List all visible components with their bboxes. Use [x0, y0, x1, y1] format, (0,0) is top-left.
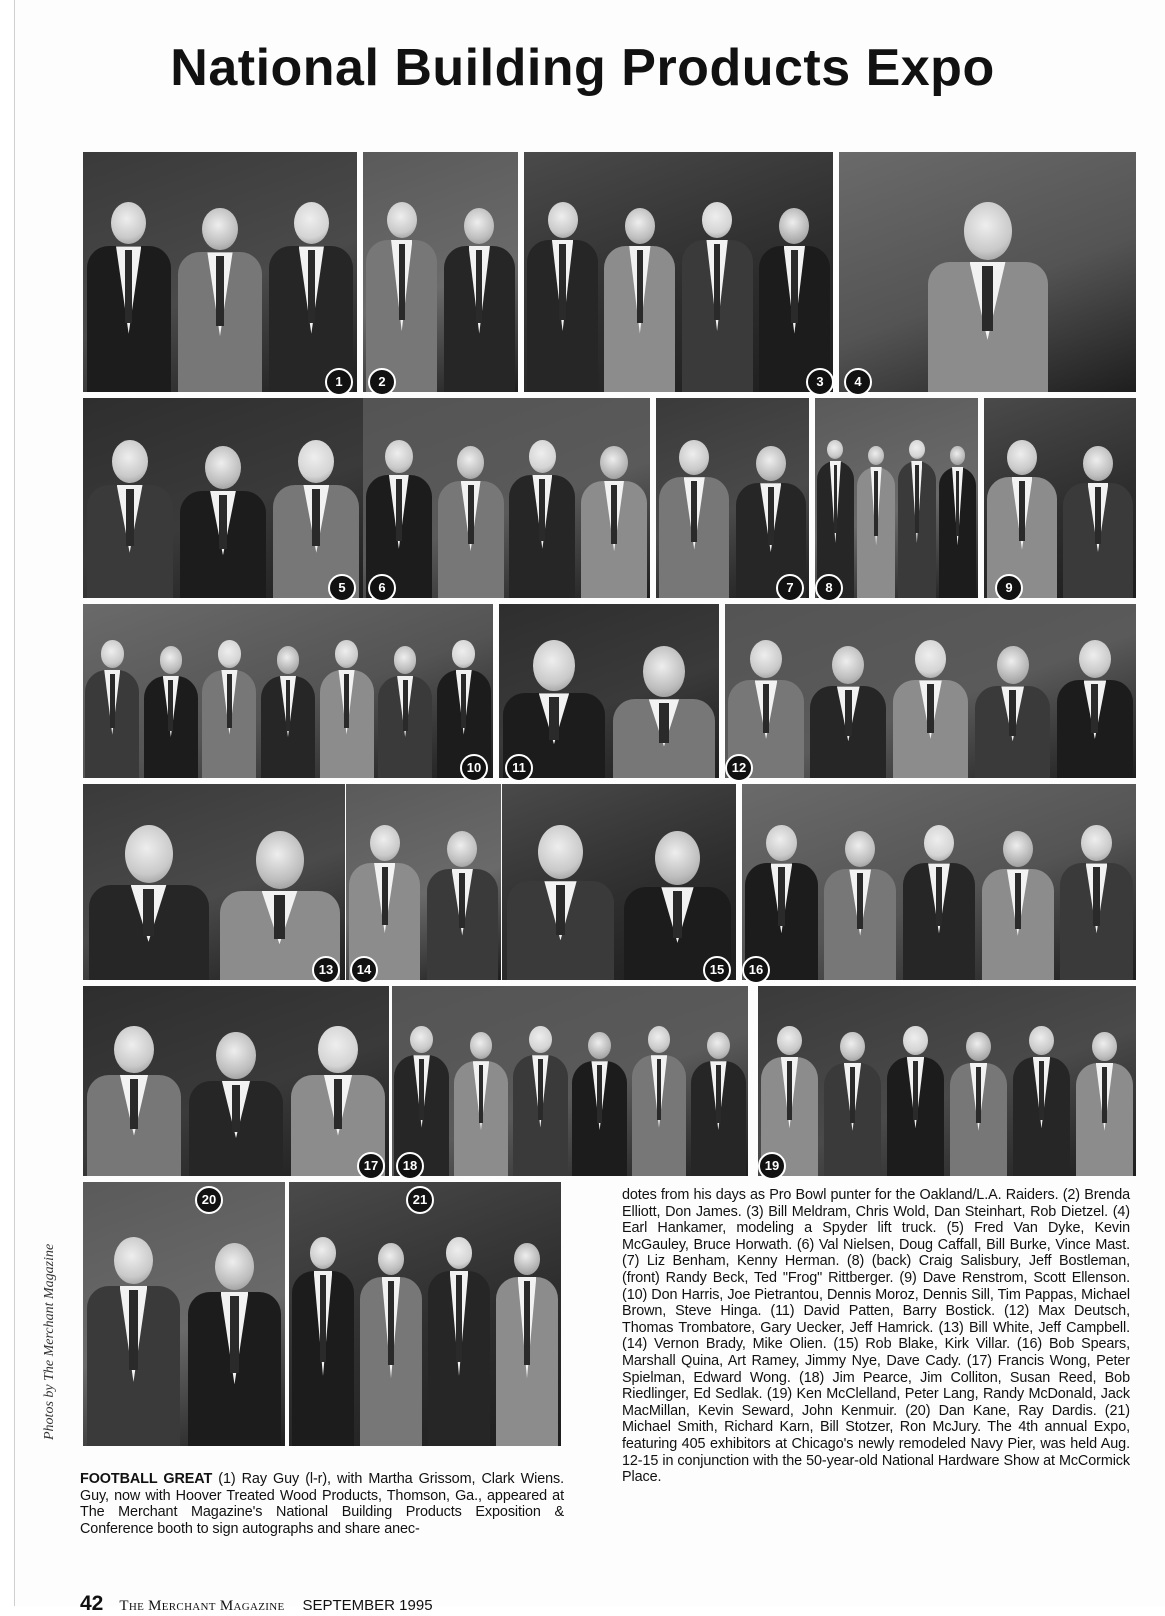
- person-figure: [1060, 811, 1132, 980]
- person-figure: [178, 186, 262, 392]
- person-figure: [360, 1219, 423, 1446]
- photo: [83, 784, 345, 980]
- photo: [83, 152, 357, 392]
- person-figure: [581, 426, 647, 598]
- photo-number-badge: 19: [758, 1152, 786, 1180]
- person-figure: [824, 811, 896, 980]
- photo-number-badge: 4: [844, 368, 872, 396]
- person-figure: [378, 628, 432, 778]
- photo: [83, 1182, 285, 1446]
- photo-number-badge: 9: [995, 574, 1023, 602]
- person-figure: [188, 1219, 281, 1446]
- caption-left-column: [80, 1471, 564, 1537]
- photo-number-badge: 21: [406, 1186, 434, 1214]
- person-figure: [691, 1013, 746, 1176]
- photo: [363, 398, 650, 598]
- person-figure: [1063, 426, 1133, 598]
- person-figure: [366, 186, 437, 392]
- photo-number-badge: 14: [350, 956, 378, 984]
- person-figure: [759, 186, 830, 392]
- photo: [984, 398, 1136, 598]
- person-figure: [320, 628, 374, 778]
- photo-credit: Photos by The Merchant Magazine: [42, 1243, 57, 1440]
- photo-number-badge: 13: [312, 956, 340, 984]
- page-number: 42: [80, 1592, 104, 1615]
- person-figure: [507, 811, 615, 980]
- photo-number-badge: 16: [742, 956, 770, 984]
- person-figure: [509, 426, 575, 598]
- person-figure: [887, 1013, 945, 1176]
- person-figure: [982, 811, 1054, 980]
- magazine-name: The Merchant Magazine: [119, 1598, 285, 1614]
- person-figure: [454, 1013, 509, 1176]
- person-figure: [220, 811, 340, 980]
- person-figure: [444, 186, 515, 392]
- person-figure: [427, 811, 498, 980]
- photo: [363, 152, 518, 392]
- person-figure: [189, 1013, 283, 1176]
- person-figure: [438, 426, 504, 598]
- person-figure: [824, 1013, 882, 1176]
- photo: [656, 398, 809, 598]
- person-figure: [604, 186, 675, 392]
- person-figure: [87, 186, 171, 392]
- person-figure: [261, 628, 315, 778]
- person-figure: [975, 628, 1051, 778]
- person-figure: [87, 426, 173, 598]
- photo: [83, 986, 389, 1176]
- person-figure: [903, 811, 975, 980]
- person-figure: [292, 1219, 355, 1446]
- page-footer: [80, 1592, 433, 1616]
- person-figure: [572, 1013, 627, 1176]
- photo-number-badge: 1: [325, 368, 353, 396]
- photo-number-badge: 2: [368, 368, 396, 396]
- person-figure: [202, 628, 256, 778]
- person-figure: [624, 811, 732, 980]
- person-figure: [513, 1013, 568, 1176]
- person-figure: [180, 426, 266, 598]
- person-figure: [89, 811, 209, 980]
- person-figure: [659, 426, 729, 598]
- person-figure: [269, 186, 353, 392]
- page-title: National Building Products Expo: [170, 39, 995, 97]
- photo-number-badge: 11: [505, 754, 533, 782]
- person-figure: [857, 426, 894, 598]
- caption-lead: FOOTBALL GREAT: [80, 1471, 213, 1487]
- person-figure: [366, 426, 432, 598]
- photo-number-badge: 7: [776, 574, 804, 602]
- person-figure: [928, 186, 1048, 392]
- photo-number-badge: 5: [328, 574, 356, 602]
- photo: [524, 152, 833, 392]
- caption-left-text: (1) Ray Guy (l-r), with Martha Grissom, Clark Wiens. Guy, now with Hoover Treated Wood Products, Thomson, Ga., appeared at The Merchant Magazine's National Building Products Exposition & Conference booth to sign autographs and share anec-: [80, 1471, 564, 1537]
- person-figure: [736, 426, 806, 598]
- person-figure: [1057, 628, 1133, 778]
- person-figure: [810, 628, 886, 778]
- person-figure: [87, 1013, 181, 1176]
- photo: [758, 986, 1136, 1176]
- photo-number-badge: 10: [460, 754, 488, 782]
- person-figure: [745, 811, 817, 980]
- photo-number-badge: 12: [725, 754, 753, 782]
- photo-number-badge: 6: [368, 574, 396, 602]
- photo: [392, 986, 748, 1176]
- person-figure: [527, 186, 598, 392]
- photo: [502, 784, 736, 980]
- caption-right-column: dotes from his days as Pro Bowl punter for the Oakland/L.A. Raiders. (2) Brenda Elliott, Don James. (3) Bill Meldram, Chris Wold, Dan Steinhart, Rob Dietzel. (4) Earl Hankamer, modeling a Spyder lift truck. (5) Fred Van Dyke, Kevin McGauley, Bruce Horwath. (6) Val Nielsen, Doug Caffall, Bill Burke, Vince Mast. (7) Liz Benham, Kenny Herman. (8) (back) Craig Salisbury, Jeff Bostleman, (front) Randy Beck, Ted "Frog" Rittberger. (9) Dave Renstrom, Scott Ellenson. (10) Don Harris, Joe Pietrantou, Dennis Moroz, Dennis Sill, Tim Pappas, Michael Brown, Steve Hinga. (11) David Patten, Barry Bostick. (12) Max Deutsch, Thomas Trombatore, Gary Uecker, Jeff Hamrick. (13) Bill White, Jeff Campbell. (14) Vernon Brady, Mike Olien. (15) Rob Blake, Kirk Villar. (16) Bob Spears, Marshall Quina, Art Ramey, Jimmy Nye, Dave Cady. (17) Francis Wong, Peter Spielman, Edward Wong. (18) Jim Pearce, Jim Colliton, Susan Reed, Bob Riedlinger, Ed Sedlak. (19) Ken McClelland, Peter Lang, Randy McDonald, Jack MacMillan, Kevin Seward, John Kenmuir. (20) Dan Kane, Ray Dardis. (21) Michael Smith, Richard Karn, Bill Stotzer, Ron McJury. The 4th annual Expo, featuring 405 exhibitors at Chicago's newly remodeled Navy Pier, was held Aug. 12-15 in conjunction with the 50-year-old National Hardware Show at McCormick Place.: [622, 1187, 1130, 1486]
- photo: [499, 604, 719, 778]
- person-figure: [85, 628, 139, 778]
- person-figure: [496, 1219, 559, 1446]
- photo: [83, 604, 493, 778]
- photo-number-badge: 17: [357, 1152, 385, 1180]
- photo: [839, 152, 1136, 392]
- person-figure: [273, 426, 359, 598]
- person-figure: [144, 628, 198, 778]
- person-figure: [893, 628, 969, 778]
- person-figure: [428, 1219, 491, 1446]
- photo-number-badge: 8: [815, 574, 843, 602]
- photo-number-badge: 20: [195, 1186, 223, 1214]
- person-figure: [437, 628, 491, 778]
- person-figure: [1013, 1013, 1071, 1176]
- photo: [742, 784, 1136, 980]
- person-figure: [987, 426, 1057, 598]
- page-edge: [14, 0, 15, 1606]
- person-figure: [682, 186, 753, 392]
- person-figure: [632, 1013, 687, 1176]
- person-figure: [349, 811, 420, 980]
- photo-number-badge: 15: [703, 956, 731, 984]
- photo: [289, 1182, 561, 1446]
- person-figure: [898, 426, 935, 598]
- photo: [83, 398, 363, 598]
- photo-number-badge: 3: [806, 368, 834, 396]
- person-figure: [939, 426, 976, 598]
- photo: [346, 784, 501, 980]
- person-figure: [950, 1013, 1008, 1176]
- photo: [815, 398, 978, 598]
- person-figure: [817, 426, 854, 598]
- photo-number-badge: 18: [396, 1152, 424, 1180]
- person-figure: [87, 1219, 180, 1446]
- person-figure: [1076, 1013, 1134, 1176]
- person-figure: [394, 1013, 449, 1176]
- photo: [725, 604, 1136, 778]
- issue-date: SEPTEMBER 1995: [302, 1597, 433, 1614]
- person-figure: [613, 628, 714, 778]
